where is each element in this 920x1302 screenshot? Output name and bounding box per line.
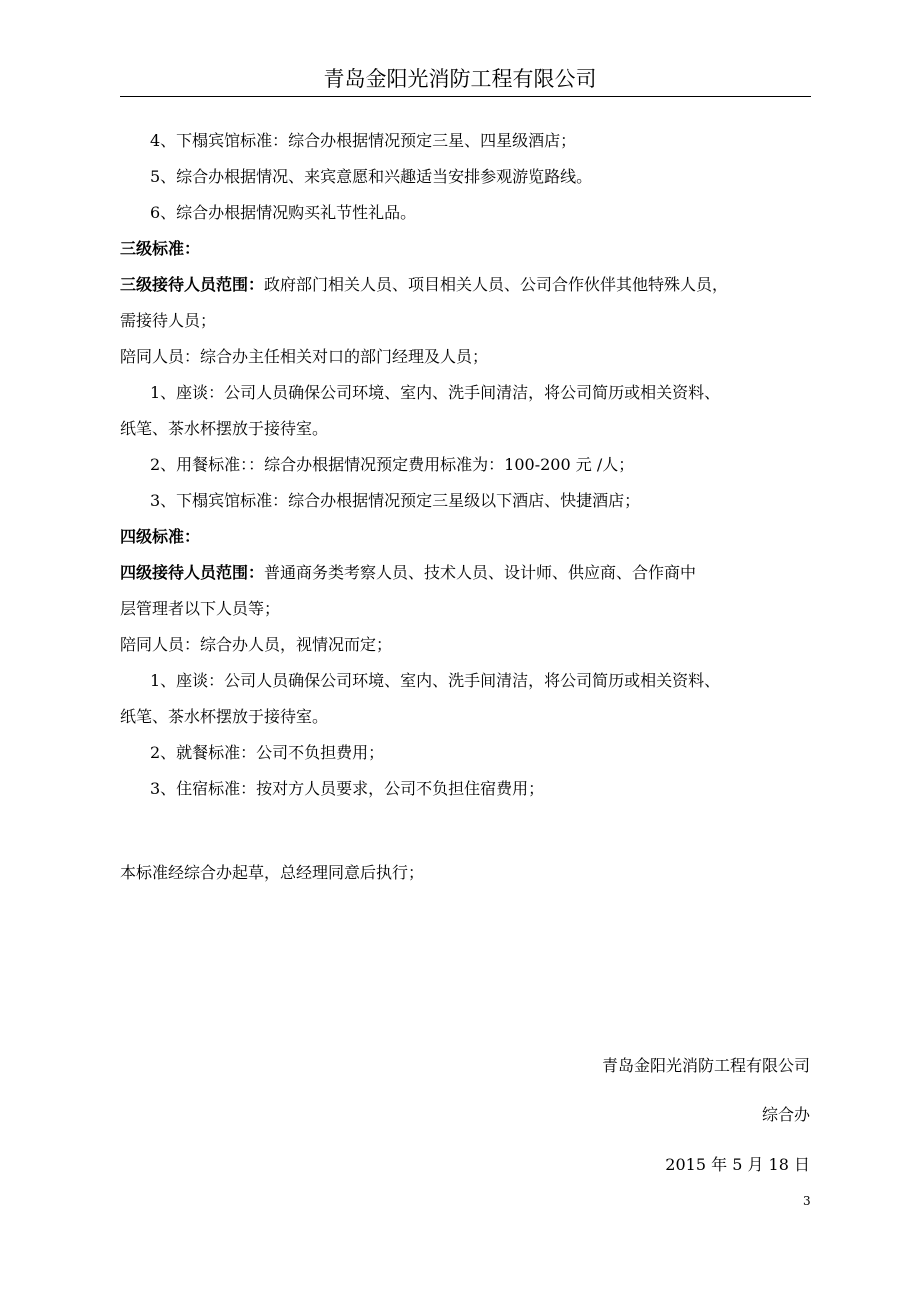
body-line bbox=[120, 273, 811, 297]
section-heading-level-4: 四级标准： bbox=[120, 527, 201, 546]
body-line: 3、下榻宾馆标准：综合办根据情况预定三星级以下酒店、快捷酒店； bbox=[150, 491, 641, 510]
body-line: 6、综合办根据情况购买礼节性礼品。 bbox=[150, 203, 417, 222]
page-header-title: 青岛金阳光消防工程有限公司 bbox=[323, 67, 597, 91]
signature-department: 综合办 bbox=[761, 1105, 810, 1124]
body-line: 5、综合办根据情况、来宾意愿和兴趣适当安排参观游览路线。 bbox=[150, 167, 593, 186]
body-line: 陪同人员：综合办主任相关对口的部门经理及人员； bbox=[120, 347, 489, 366]
closing-statement: 本标准经综合办起草，总经理同意后执行； bbox=[120, 863, 425, 882]
body-line: 1、座谈：公司人员确保公司环境、室内、洗手间清洁，将公司简历或相关资料、 bbox=[150, 671, 721, 690]
scope-label-level-3: 三级接待人员范围： bbox=[120, 275, 265, 294]
body-line: 纸笔、茶水杯摆放于接待室。 bbox=[120, 707, 329, 726]
body-line: 需接待人员； bbox=[120, 311, 217, 330]
section-heading-level-3: 三级标准： bbox=[120, 239, 201, 258]
scope-text-level-4: 普通商务类考察人员、技术人员、设计师、供应商、合作商中 bbox=[264, 563, 697, 582]
body-line: 2、用餐标准：：综合办根据情况预定费用标准为：100-200 元 /人； bbox=[150, 455, 635, 474]
body-line: 3、住宿标准：按对方人员要求，公司不负担住宿费用； bbox=[150, 779, 545, 798]
scope-label-level-4: 四级接待人员范围： bbox=[120, 563, 265, 582]
body-line: 1、座谈：公司人员确保公司环境、室内、洗手间清洁，将公司简历或相关资料、 bbox=[150, 383, 721, 402]
header-rule bbox=[120, 96, 811, 97]
signature-date: 2015 年 5 月 18 日 bbox=[665, 1155, 810, 1174]
body-line: 层管理者以下人员等； bbox=[120, 599, 281, 618]
body-line bbox=[120, 561, 811, 585]
body-line: 2、就餐标准：公司不负担费用； bbox=[150, 743, 385, 762]
scope-text-level-3: 政府部门相关人员、项目相关人员、公司合作伙伴其他特殊人员， bbox=[264, 275, 729, 294]
page-number: 3 bbox=[803, 1194, 811, 1208]
body-line: 4、下榻宾馆标准：综合办根据情况预定三星、四星级酒店； bbox=[150, 131, 577, 150]
signature-company: 青岛金阳光消防工程有限公司 bbox=[601, 1056, 810, 1075]
body-line: 纸笔、茶水杯摆放于接待室。 bbox=[120, 419, 329, 438]
body-line: 陪同人员：综合办人员，视情况而定； bbox=[120, 635, 393, 654]
